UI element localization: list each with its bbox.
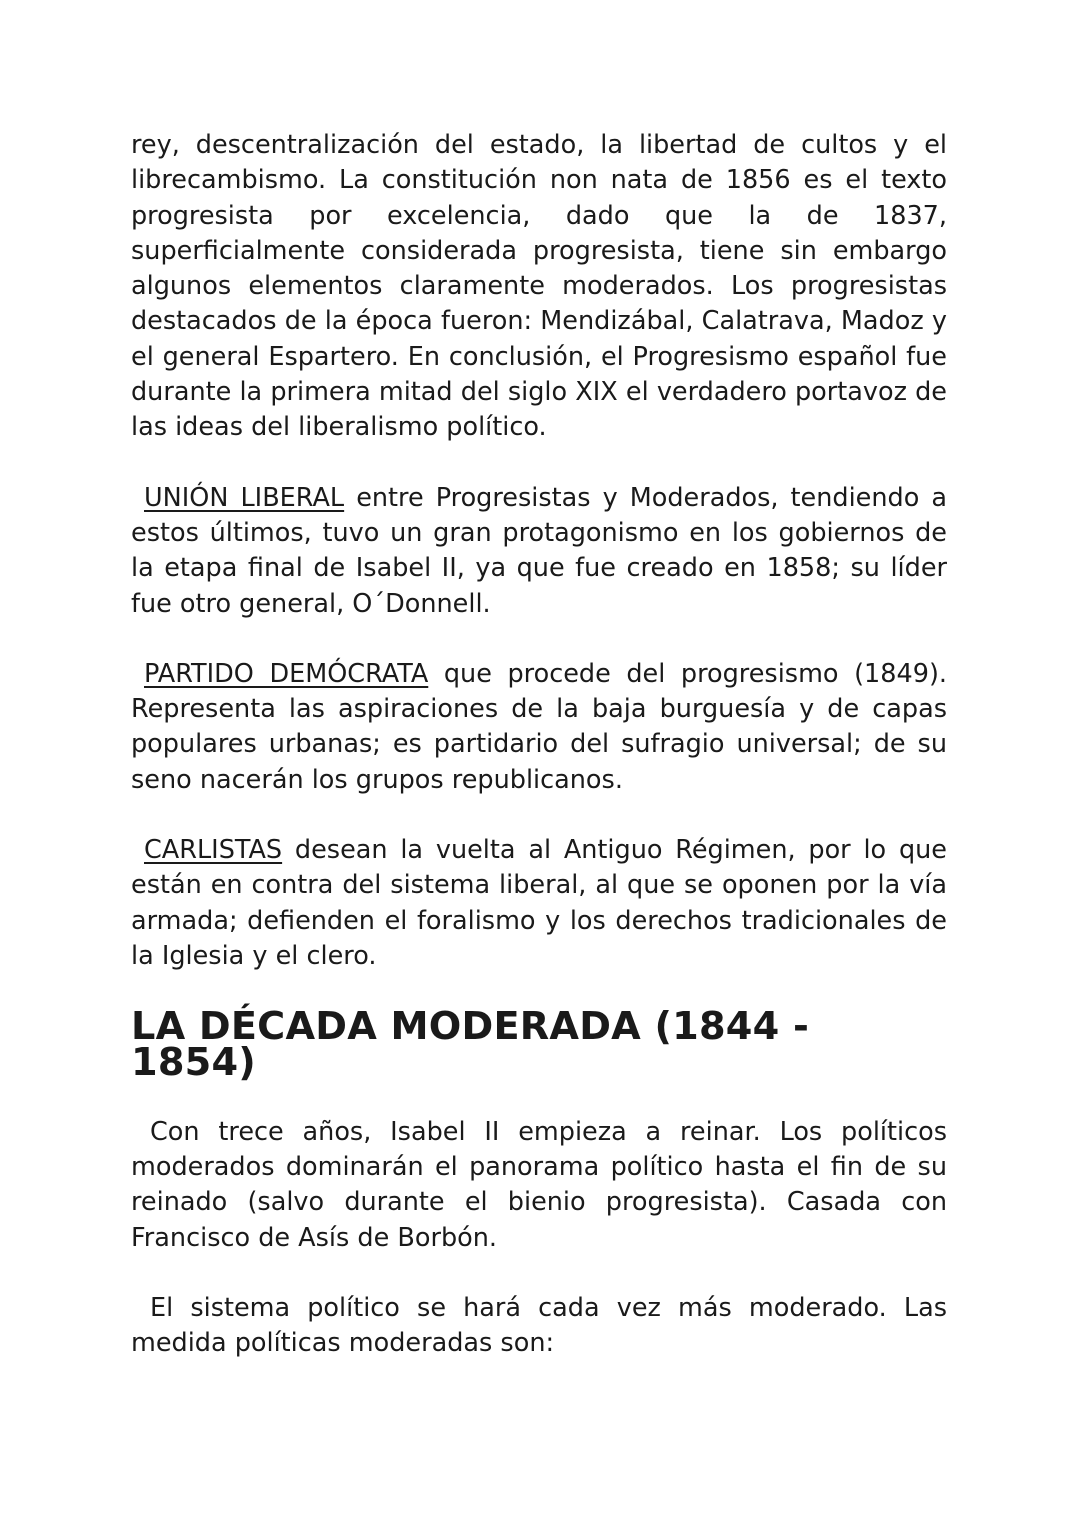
spacer [131,446,947,481]
spacer [131,1080,947,1115]
paragraph-sistema [131,1291,947,1362]
term-carlistas: CARLISTAS [144,835,283,866]
spacer [131,622,947,657]
document-page [131,128,947,1362]
paragraph-sistema-text: El sistema político se hará cada vez más moderado. Las medida políticas moderadas son: [131,1293,947,1359]
section-heading: LA DÉCADA MODERADA (1844 - 1854) [131,1004,810,1085]
paragraph-carlistas [131,833,947,974]
paragraph-progresismo [131,128,947,446]
term-partido-democrata: PARTIDO DEMÓCRATA [144,658,429,689]
paragraph-isabel [131,1115,947,1256]
paragraph-partido-democrata-text: que procede del progresismo (1849). Representa las aspiraciones de la baja burguesía y de capas populares urbanas; es partidario del sufragio universal; de su seno nacerán los grupos republicanos. [131,658,947,795]
paragraph-partido-democrata [131,657,947,798]
paragraph-progresismo-text: rey, descentralización del estado, la libertad de cultos y el librecambismo. La constitución non nata de 1856 es el texto progresista por excelencia, dado que la de 1837, superficialmente considerada progresista, tiene sin embargo algunos elementos claramente moderados. Los progresistas destacados de la época fueron: Mendizábal, Calatrava, Madoz y el general Espartero. En conclusión, el Progresismo español fue durante la primera mitad del siglo XIX el verdadero portavoz de las ideas del liberalismo político. [131,130,947,443]
paragraph-isabel-text: Con trece años, Isabel II empieza a reinar. Los políticos moderados dominarán el panorama político hasta el fin de su reinado (salvo durante el bienio progresista). Casada con Francisco de Asís de Borbón. [131,1116,947,1253]
paragraph-union-liberal [131,481,947,622]
paragraph-carlistas-text: desean la vuelta al Antiguo Régimen, por lo que están en contra del sistema liberal, al que se oponen por la vía armada; defienden el foralismo y los derechos tradicionales de la Iglesia y el clero. [131,835,947,971]
spacer [131,798,947,833]
term-union-liberal: UNIÓN LIBERAL [144,482,345,513]
spacer [131,1256,947,1291]
paragraph-union-liberal-text: entre Progresistas y Moderados, tendiendo a estos últimos, tuvo un gran protagonismo en los gobiernos de la etapa final de Isabel II, ya que fue creado en 1858; su líder fue otro general, O´Donnell. [131,482,947,619]
